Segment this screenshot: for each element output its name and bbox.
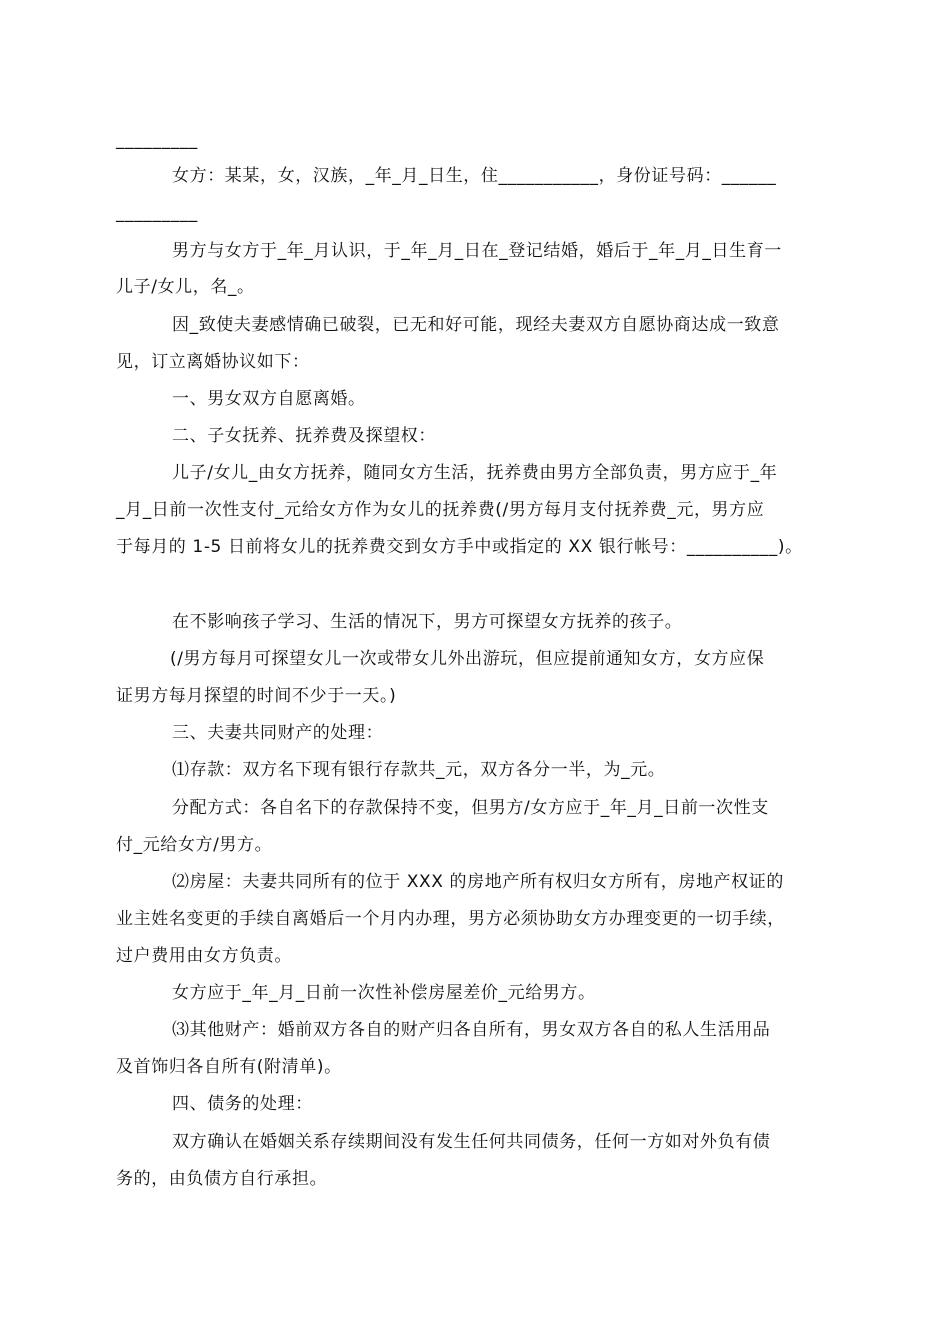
custody-line-3: 于每月的 1-5 日前将女儿的抚养费交到女方手中或指定的 XX 银行帐号：__________)。 xyxy=(116,537,803,557)
marriage-info-line-1: 男方与女方于_年_月认识，于_年_月_日在_登记结婚，婚后于_年_月_日生育一 xyxy=(172,241,782,261)
custody-line-1: 儿子/女儿_由女方抚养，随同女方生活，抚养费由男方全部负责，男方应于_年 xyxy=(172,463,778,483)
other-property-line-2: 及首饰归各自所有(附清单)。 xyxy=(116,1057,342,1077)
debt-line-1: 双方确认在婚姻关系存续期间没有发生任何共同债务，任何一方如对外负有债 xyxy=(172,1132,771,1152)
other-property-line-1: ⑶其他财产：婚前双方各自的财产归各自所有，男女双方各自的私人生活用品 xyxy=(172,1020,771,1040)
visitation-line-3: 证男方每月探望的时间不少于一天。) xyxy=(116,686,397,706)
custody-line-2: _月_日前一次性支付_元给女方作为女儿的抚养费(/男方每月支付抚养费_元，男方应 xyxy=(116,500,765,520)
section-4-heading: 四、债务的处理： xyxy=(172,1094,313,1114)
wife-info-line-1: 女方：某某，女，汉族，_年_月_日生，住___________，身份证号码：______ xyxy=(172,166,777,186)
agreement-intro-line-1: 因_致使夫妻感情确已破裂，已无和好可能，现经夫妻双方自愿协商达成一致意 xyxy=(172,315,780,335)
compensation-line: 女方应于_年_月_日前一次性补偿房屋差价_元给男方。 xyxy=(172,983,596,1003)
section-2-heading: 二、子女抚养、抚养费及探望权： xyxy=(172,426,436,446)
visitation-line-1: 在不影响孩子学习、生活的情况下，男方可探望女方抚养的孩子。 xyxy=(172,612,683,632)
house-line-1: ⑵房屋：夫妻共同所有的位于 XXX 的房地产所有权归女方所有，房地产权证的 xyxy=(172,872,784,892)
house-line-2: 业主姓名变更的手续自离婚后一个月内办理，男方必须协助女方办理变更的一切手续， xyxy=(116,909,785,929)
distribution-line-2: 付_元给女方/男方。 xyxy=(116,835,273,855)
visitation-line-2: (/男方每月可探望女儿一次或带女儿外出游玩，但应提前通知女方，女方应保 xyxy=(170,649,765,669)
marriage-info-line-2: 儿子/女儿，名_。 xyxy=(116,277,255,297)
distribution-line-1: 分配方式：各自名下的存款保持不变，但男方/女方应于_年_月_日前一次性支 xyxy=(172,798,769,818)
section-1-heading: 一、男女双方自愿离婚。 xyxy=(172,389,366,409)
house-line-3: 过户费用由女方负责。 xyxy=(116,946,292,966)
debt-line-2: 务的，由负债方自行承担。 xyxy=(116,1169,328,1189)
blank-line: _________ xyxy=(116,130,198,150)
section-3-heading: 三、夫妻共同财产的处理： xyxy=(172,723,384,743)
wife-info-line-2: _________ xyxy=(116,203,198,223)
deposit-line: ⑴存款：双方名下现有银行存款共_元，双方各分一半，为_元。 xyxy=(172,760,666,780)
agreement-intro-line-2: 见，订立离婚协议如下： xyxy=(116,352,310,372)
